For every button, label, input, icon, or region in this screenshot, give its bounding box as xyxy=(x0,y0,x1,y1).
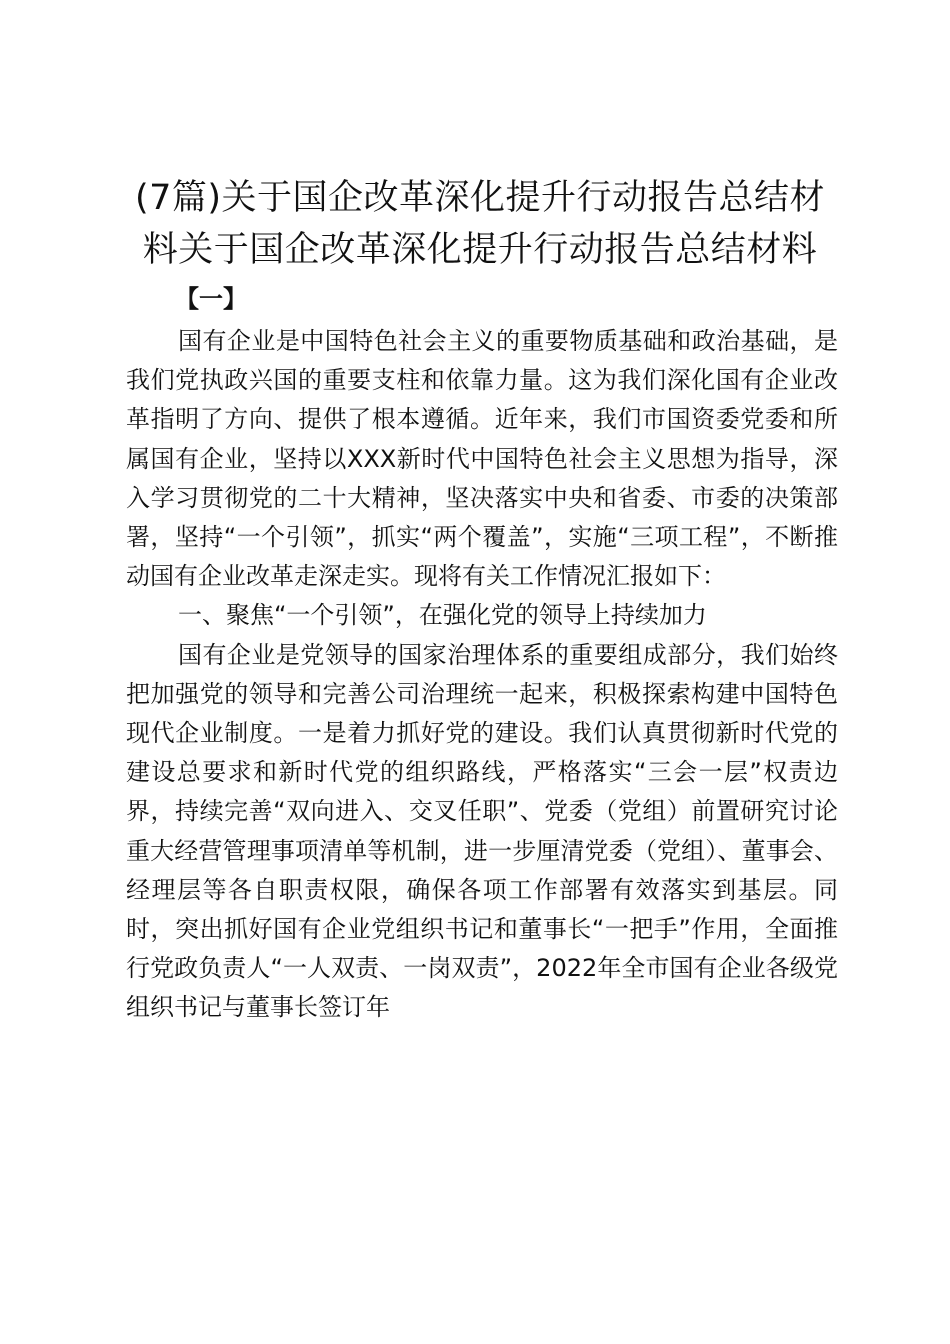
section-heading: 一、聚焦“一个引领”，在强化党的领导上持续加力 xyxy=(178,601,707,630)
section-mark: 【一】 xyxy=(175,285,247,313)
paragraph-intro: 国有企业是中国特色社会主义的重要物质基础和政治基础，是我们党执政兴国的重要支柱和依靠力量。这为我们深化国有企业改革指明了方向、提供了根本遵循。近年来，我们市国资委党委和所属国有企业，坚持以XXX新时代中国特色社会主义思想为指导，深入学习贯彻党的二十大精神，坚决落实中央和省委、市委的决策部署，坚持“一个引领”，抓实“两个覆盖”，实施“三项工程”，不断推动国有企业改革走深走实。现将有关工作情况汇报如下： xyxy=(126,327,838,591)
paragraph-party-leadership: 国有企业是党领导的国家治理体系的重要组成部分，我们始终把加强党的领导和完善公司治理统一起来，积极探索构建中国特色现代企业制度。一是着力抓好党的建设。我们认真贯彻新时代党的建设总要求和新时代党的组织路线，严格落实“三会一层”权责边界，持续完善“双向进入、交叉任职”、党委（党组）前置研究讨论重大经营管理事项清单等机制，进一步厘清党委（党组）、董事会、经理层等各自职责权限，确保各项工作部署有效落实到基层。同时，突出抓好国有企业党组织书记和董事长“一把手”作用，全面推行党政负责人“一人双责、一岗双责”，2022年全市国有企业各级党组织书记与董事长签订年 xyxy=(126,640,838,1022)
document-title: (7篇)关于国企改革深化提升行动报告总结材料关于国企改革深化提升行动报告总结材料 xyxy=(134,178,826,270)
document-body xyxy=(126,322,838,1028)
